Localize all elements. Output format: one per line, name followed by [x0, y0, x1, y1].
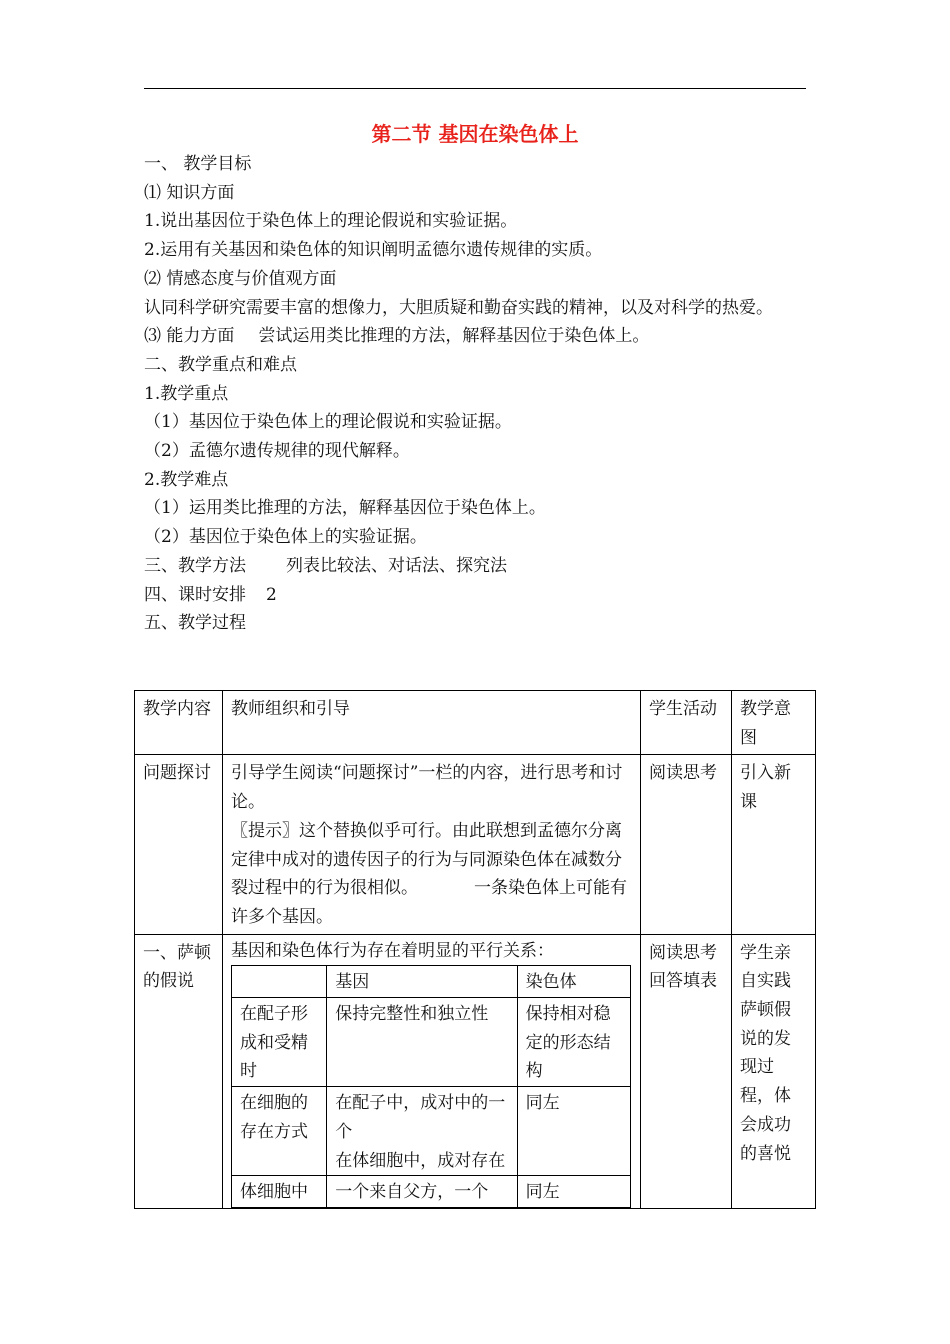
- paragraph-text: 列表比较法、对话法、探究法: [286, 555, 507, 576]
- section-heading: 一、 教学目标: [144, 154, 252, 174]
- inner-cell: 在配子形成和受精时: [232, 998, 327, 1087]
- table-header-cell: 学生活动: [641, 691, 732, 755]
- inner-header-cell: 基因: [327, 966, 517, 998]
- table-header-cell: 教学内容: [135, 691, 223, 755]
- inner-row: [232, 1176, 631, 1208]
- paragraph: [144, 322, 810, 351]
- cell-paragraph: 引导学生阅读“问题探讨”一栏的内容，进行思考和讨论。: [231, 763, 623, 813]
- list-item: （2）孟德尔遗传规律的现代解释。: [144, 441, 410, 462]
- cell-paragraph: [231, 817, 632, 932]
- paragraph: 1.说出基因位于染色体上的理论假说和实验证据。: [144, 211, 518, 232]
- subsection-heading: ⑶ 能力方面: [144, 326, 235, 347]
- inner-header-row: [232, 966, 631, 998]
- inner-header-cell: [232, 966, 327, 998]
- inner-cell: 在细胞的存在方式: [232, 1087, 327, 1176]
- inner-cell-line: 在配子中，成对中的一个: [335, 1093, 506, 1142]
- list-item: （1）运用类比推理的方法，解释基因位于染色体上。: [144, 498, 546, 519]
- table-cell: 问题探讨: [135, 755, 223, 934]
- paragraph: 认同科学研究需要丰富的想像力，大胆质疑和勤奋实践的精神，以及对科学的热爱。: [144, 297, 773, 318]
- table-cell: 阅读思考回答填表: [641, 934, 732, 1208]
- inner-header-cell: 染色体: [517, 966, 630, 998]
- inner-row: [232, 998, 631, 1087]
- section-heading: 四、课时安排: [144, 584, 246, 605]
- section-heading: 三、教学方法: [144, 555, 246, 576]
- inner-cell: 保持相对稳定的形态结构: [517, 998, 630, 1087]
- table-cell: [223, 755, 641, 934]
- inner-cell: 体细胞中: [232, 1176, 327, 1208]
- subsection-heading: 2.教学难点: [144, 469, 229, 490]
- table-cell: [223, 934, 641, 1208]
- inner-cell: [327, 1087, 517, 1176]
- inner-cell: 同左: [517, 1087, 630, 1176]
- page-bottom-margin: [0, 1214, 950, 1344]
- objectives-section: [144, 150, 810, 638]
- section-heading: 五、教学过程: [144, 613, 246, 634]
- inner-cell: 保持完整性和独立性: [327, 998, 517, 1087]
- section-heading: 二、教学重点和难点: [144, 354, 297, 375]
- table-cell: 学生亲自实践萨顿假说的发现过程，体会成功的喜悦: [732, 934, 816, 1208]
- inner-row: [232, 1087, 631, 1176]
- subsection-heading: ⑵ 情感态度与价值观方面: [144, 268, 337, 289]
- table-cell: 一、萨顿的假说: [135, 934, 223, 1208]
- comparison-table: [231, 965, 631, 1208]
- inner-cell: 一个来自父方，一个: [327, 1176, 517, 1208]
- header-rule: [144, 88, 806, 89]
- cell-paragraph: 基因和染色体行为存在着明显的平行关系：: [231, 940, 554, 961]
- paragraph: [144, 581, 810, 610]
- page-title: 第二节 基因在染色体上: [371, 122, 579, 146]
- teaching-process-table: [134, 690, 816, 1209]
- cell-text: 一条染色体上可能有许多个基因。: [231, 878, 627, 927]
- subsection-heading: 1.教学重点: [144, 383, 229, 404]
- paragraph-text: 尝试运用类比推理的方法，解释基因位于染色体上。: [258, 326, 650, 347]
- table-cell: 阅读思考: [641, 755, 732, 934]
- table-header-row: [135, 691, 816, 755]
- cell-text: 〖提示〗这个替换似乎可行。由此联想到孟德尔分离定律中成对的遗传因子的行为与同源染色体在减数分裂过程中的行为很相似。: [231, 820, 622, 899]
- paragraph: [144, 552, 810, 581]
- inner-cell-line: 在体细胞中，成对存在: [335, 1150, 506, 1171]
- table-row: [135, 934, 816, 1208]
- inner-cell: 同左: [517, 1176, 630, 1208]
- table-row: [135, 755, 816, 934]
- table-header-cell: 教师组织和引导: [223, 691, 641, 755]
- list-item: （1）基因位于染色体上的理论假说和实验证据。: [144, 412, 512, 433]
- paragraph: 2.运用有关基因和染色体的知识阐明孟德尔遗传规律的实质。: [144, 240, 603, 261]
- list-item: （2）基因位于染色体上的实验证据。: [144, 527, 427, 548]
- paragraph-text: 2: [266, 584, 277, 605]
- table-cell: 引入新课: [732, 755, 816, 934]
- subsection-heading: ⑴ 知识方面: [144, 182, 235, 203]
- table-header-cell: 教学意图: [732, 691, 816, 755]
